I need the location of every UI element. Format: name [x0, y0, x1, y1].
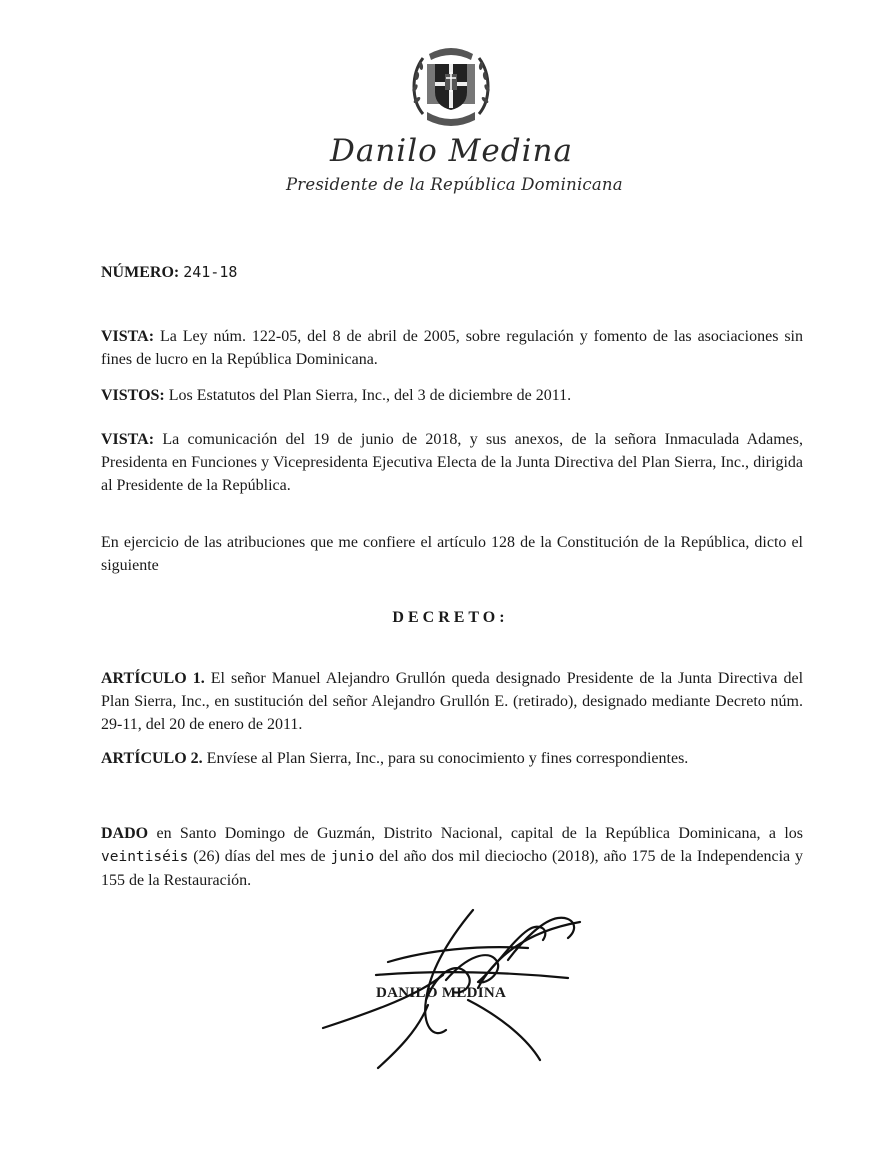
- vistos-label: VISTOS:: [101, 387, 165, 404]
- given-text-2: (26) días del mes de: [193, 848, 326, 865]
- given-day-word: veintiséis: [101, 849, 189, 865]
- vista-paragraph-2: [101, 428, 803, 497]
- article-1-text: El señor Manuel Alejandro Grullón queda designado Presidente de la Junta Directiva del Plan Sierra, Inc., en sustitución del señor Alejandro Grullón E. (retirado), designado mediante Decreto núm. 29-11, del 20 de enero de 2011.: [101, 670, 804, 733]
- article-1-label: ARTÍCULO 1.: [101, 670, 205, 687]
- article-1: [101, 667, 803, 736]
- decree-number-value: 241-18: [183, 263, 238, 281]
- decree-number-label: NÚMERO:: [101, 264, 180, 281]
- handwritten-signature: [318, 900, 598, 1075]
- preamble-paragraph: En ejercicio de las atribuciones que me confiere el artículo 128 de la Constitución de la República, dicto el siguiente: [101, 534, 803, 574]
- vista-paragraph-1: [101, 325, 803, 371]
- decree-heading: DECRETO:: [392, 609, 509, 626]
- article-2: [101, 747, 803, 770]
- given-month: junio: [330, 849, 375, 865]
- decree-number: [101, 261, 803, 284]
- article-2-label: ARTÍCULO 2.: [101, 750, 203, 767]
- given-text-3: del año dos mil dieciocho (2018), año 175 de la Independencia y 155 de la Restauración.: [101, 848, 804, 889]
- article-2-text: Envíese al Plan Sierra, Inc., para su conocimiento y fines correspondientes.: [206, 750, 689, 767]
- coat-of-arms-icon: [405, 40, 497, 132]
- vista-label-1: VISTA:: [101, 328, 155, 345]
- given-text-1: en Santo Domingo de Guzmán, Distrito Nacional, capital de la República Dominicana, a los: [156, 825, 804, 842]
- vista-text-1: La Ley núm. 122-05, del 8 de abril de 2005, sobre regulación y fomento de las asociaciones sin fines de lucro en la República Dominicana.: [101, 328, 803, 368]
- vistos-paragraph: [101, 384, 803, 407]
- vista-label-2: VISTA:: [101, 431, 155, 448]
- given-label: DADO: [101, 825, 149, 842]
- letterhead-name: Danilo Medina: [330, 133, 573, 169]
- vistos-text: Los Estatutos del Plan Sierra, Inc., del 3 de diciembre de 2011.: [168, 387, 572, 404]
- letterhead-title: Presidente de la República Dominicana: [286, 175, 623, 194]
- given-paragraph: [101, 822, 803, 892]
- vista-text-2: La comunicación del 19 de junio de 2018, y sus anexos, de la señora Inmaculada Adames, Presidenta en Funciones y Vicepresidenta Ejecutiva Electa de la Junta Directiva del Plan Sierra, Inc., dirigida al Presidente de la República.: [101, 431, 804, 494]
- signer-name: DANILO MEDINA: [376, 985, 507, 1001]
